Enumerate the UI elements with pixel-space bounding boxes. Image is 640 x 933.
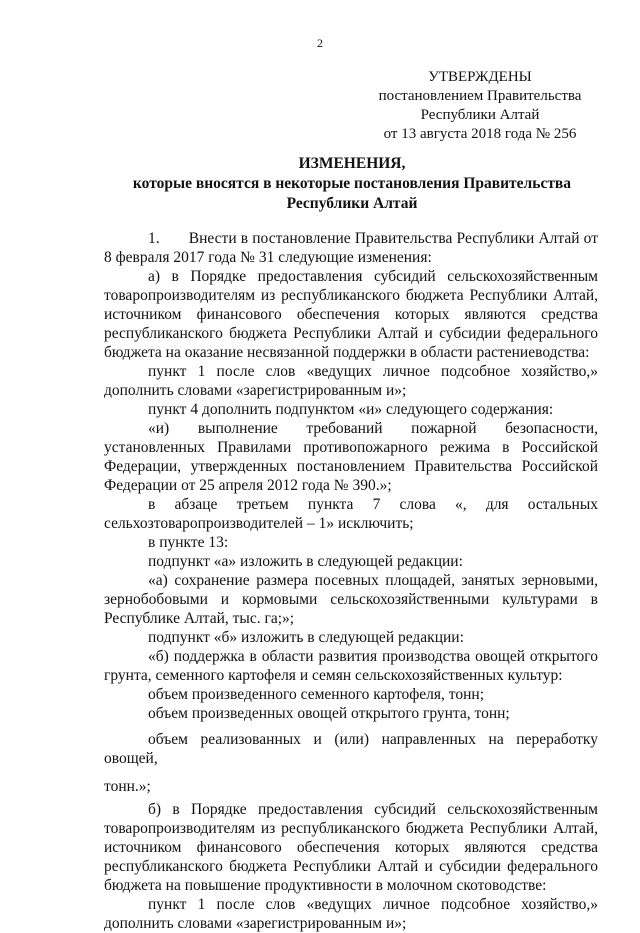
paragraph: пункт 1 после слов «ведущих личное подсобное хозяйство,» дополнить словами «зарегистрированным и»; <box>104 363 598 399</box>
paragraph: б) в Порядке предоставления субсидий сельскохозяйственным товаропроизводителям из республиканского бюджета Республики Алтай, источником финансового обеспечения которых являются средства республиканского бюджета Республики Алтай и субсидии федерального бюджета на повышение продуктивности в молочном скотоводстве: <box>104 801 598 894</box>
approval-line: УТВЕРЖДЕНЫ <box>428 69 532 85</box>
paragraph: «и) выполнение требований пожарной безопасности, установленных Правилами противопожарного режима в Российской Федерации, утвержденных постановлением Правительства Российской Федерации от 25 апреля 2012 года № 390.»; <box>104 420 598 494</box>
document-title <box>104 154 600 214</box>
paragraph: пункт 4 дополнить подпунктом «и» следующего содержания: <box>148 401 554 418</box>
paragraph: подпункт «б» изложить в следующей редакции: <box>148 629 464 646</box>
document-body <box>104 229 598 933</box>
paragraph: в пункте 13: <box>148 534 229 551</box>
approval-line: Республики Алтай <box>420 107 540 123</box>
paragraph: объем произведенных овощей открытого грунта, тонн; <box>148 705 510 722</box>
paragraph: объем произведенного семенного картофеля, тонн; <box>148 686 485 703</box>
approval-line: от 13 августа 2018 года № 256 <box>383 126 577 142</box>
paragraph: «б) поддержка в области развития производства овощей открытого грунта, семенного картофеля и семян сельскохозяйственных культур: <box>104 648 598 684</box>
title-line: которые вносятся в некоторые постановления Правительства <box>132 175 572 192</box>
paragraph: тонн.»; <box>104 778 151 795</box>
approval-block <box>368 68 592 144</box>
paragraph: подпункт «а» изложить в следующей редакции: <box>148 553 463 570</box>
paragraph: а) в Порядке предоставления субсидий сельскохозяйственным товаропроизводителям из республиканского бюджета Республики Алтай, источником финансового обеспечения которых являются средства республиканского бюджета Республики Алтай и субсидии федерального бюджета на оказание несвязанной поддержки в области растениеводства: <box>104 268 598 361</box>
paragraph: в абзаце третьем пункта 7 слова «, для остальных сельхозтоваропроизводителей – 1» исключить; <box>104 496 598 532</box>
paragraph: объем реализованных и (или) направленных на переработку овощей, <box>104 731 598 767</box>
approval-line: постановлением Правительства <box>378 88 582 104</box>
paragraph: «а) сохранение размера посевных площадей, занятых зерновыми, зернобобовыми и кормовыми сельскохозяйственными культурами в Республике Алтай, тыс. га;»; <box>104 572 598 627</box>
paragraph: пункт 1 после слов «ведущих личное подсобное хозяйство,» дополнить словами «зарегистрированным и»; <box>104 896 598 932</box>
page-number: 2 <box>317 36 323 50</box>
paragraph: 1. Внести в постановление Правительства Республики Алтай от 8 февраля 2017 года № 31 следующие изменения: <box>104 230 598 266</box>
title-line: Республики Алтай <box>286 195 418 212</box>
title-line: ИЗМЕНЕНИЯ, <box>298 155 406 172</box>
